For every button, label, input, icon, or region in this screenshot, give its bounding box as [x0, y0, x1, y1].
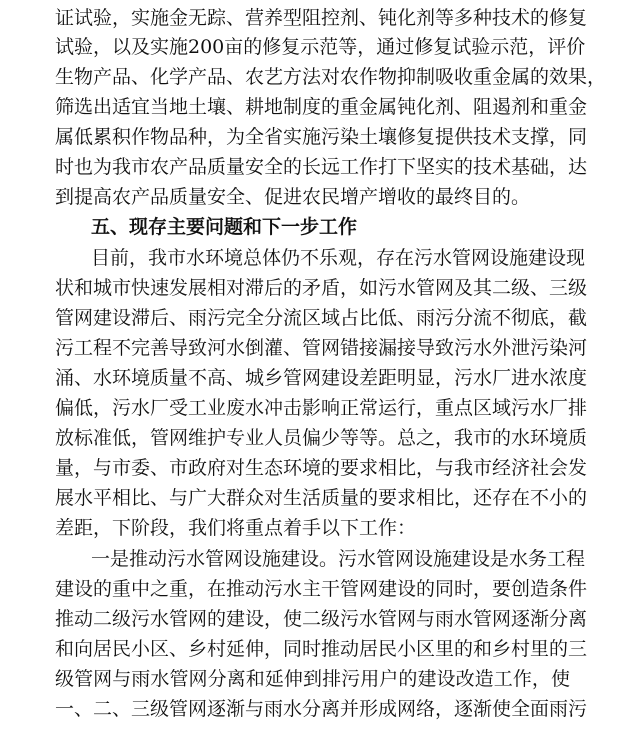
paragraph-2-line: 差距，下阶段，我们将重点着手以下工作： [55, 517, 417, 539]
paragraph-1-line: 生物产品、化学产品、农艺方法对农作物抑制吸收重金属的效果， [55, 66, 607, 88]
paragraph-3-line: 一是推动污水管网设施建设。污水管网设施建设是水务工程 [91, 548, 586, 570]
paragraph-3-line: 级管网与雨水管网分离和延伸到排污用户的建设改造工作，使 [55, 668, 570, 690]
paragraph-1-line: 到提高农产品质量安全、促进农民增产增收的最终目的。 [55, 186, 531, 208]
paragraph-3-line: 建设的重中之重，在推动污水主干管网建设的同时，要创造条件 [55, 578, 588, 600]
paragraph-1-line: 试验，以及实施200亩的修复示范等，通过修复试验示范，评价 [55, 36, 586, 58]
paragraph-2-line: 目前，我市水环境总体仍不乐观，存在污水管网设施建设现 [91, 247, 586, 269]
paragraph-1-line: 证试验，实施金无踪、营养型阻控剂、钝化剂等多种技术的修复 [55, 7, 588, 29]
paragraph-2-line: 量，与市委、市政府对生态环境的要求相比，与我市经济社会发 [55, 457, 588, 479]
paragraph-2-line: 管网建设滞后、雨污完全分流区域占比低、雨污分流不彻底，截 [55, 307, 588, 329]
paragraph-2-line: 状和城市快速发展相对滞后的矛盾，如污水管网及其二级、三级 [55, 277, 588, 299]
paragraph-2-line: 偏低，污水厂受工业废水冲击影响正常运行，重点区域污水厂排 [55, 397, 588, 419]
paragraph-3-line: 推动二级污水管网的建设，使二级污水管网与雨水管网逐渐分离 [55, 608, 588, 630]
paragraph-1-line: 时也为我市农产品质量安全的长远工作打下坚实的技术基础，达 [55, 156, 588, 178]
paragraph-1-line: 属低累积作物品种，为全省实施污染土壤修复提供技术支撑，同 [55, 126, 588, 148]
paragraph-2-line: 放标准低，管网维护专业人员偏少等等。总之，我市的水环境质 [55, 427, 588, 449]
paragraph-2-line: 涌、水环境质量不高、城乡管网建设差距明显，污水厂进水浓度 [55, 367, 588, 389]
paragraph-2-line: 展水平相比、与广大群众对生活质量的要求相比，还存在不小的 [55, 487, 588, 509]
section-heading: 五、现存主要问题和下一步工作 [91, 216, 358, 238]
paragraph-2-line: 污工程不完善导致河水倒灌、管网错接漏接导致污水外泄污染河 [55, 337, 588, 359]
paragraph-1-line: 筛选出适宜当地土壤、耕地制度的重金属钝化剂、阻遏剂和重金 [55, 96, 588, 118]
paragraph-3-line: 一、二、三级管网逐渐与雨水分离并形成网络，逐渐使全面雨污 [55, 698, 588, 720]
paragraph-3-line: 和向居民小区、乡村延伸，同时推动居民小区里的和乡村里的三 [55, 638, 588, 660]
